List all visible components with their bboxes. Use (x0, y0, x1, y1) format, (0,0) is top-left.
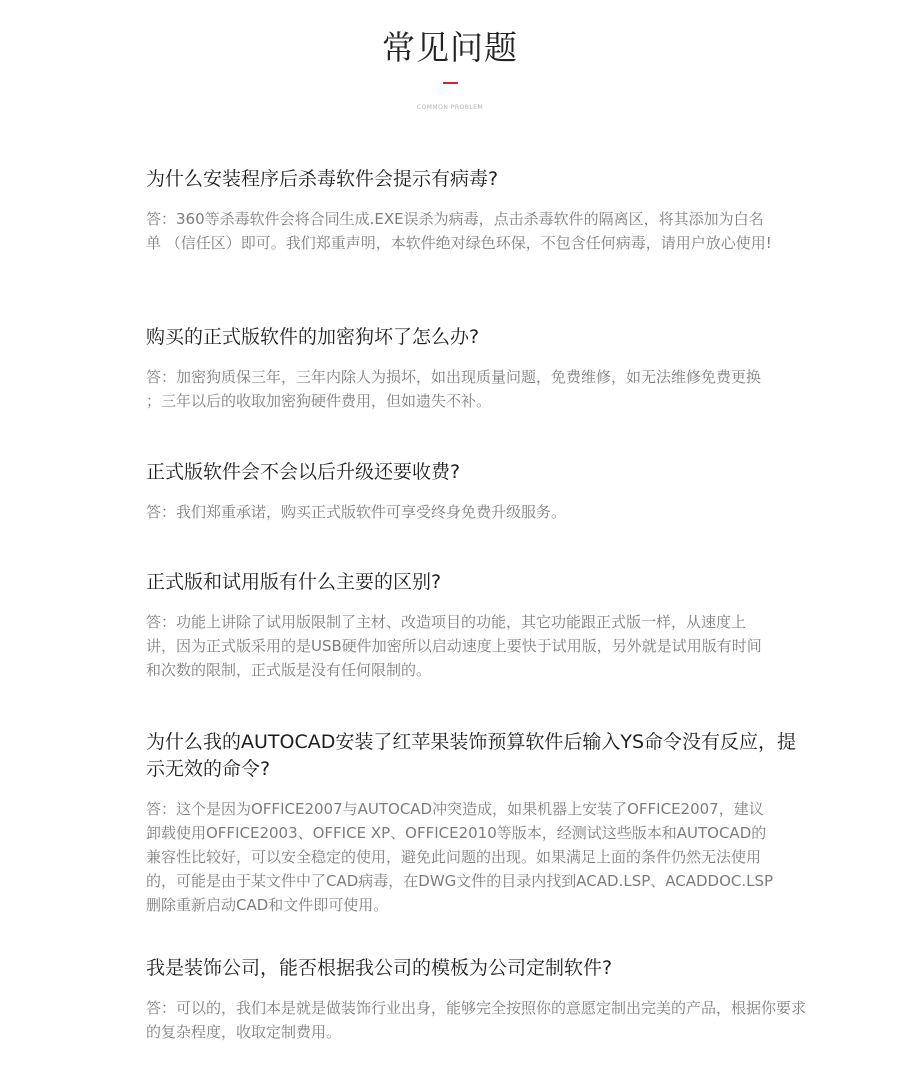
faq-item (146, 324, 806, 413)
faq-question: 正式版软件会不会以后升级还要收费? (146, 461, 461, 483)
page-title: 常见问题 (382, 28, 518, 67)
faq-question: 为什么安装程序后杀毒软件会提示有病毒? (146, 168, 499, 190)
faq-answer: 答：加密狗质保三年，三年内除人为损坏，如出现质量问题，免费维修，如无法维修免费更换 ；三年以后的收取加密狗硬件费用，但如遗失不补。 (146, 368, 762, 410)
faq-question: 购买的正式版软件的加密狗坏了怎么办? (146, 326, 480, 348)
page-subtitle: COMMON PROBLEM (416, 104, 484, 111)
faq-question: 我是装饰公司，能否根据我公司的模板为公司定制软件? (146, 957, 613, 979)
faq-item (146, 729, 806, 917)
faq-answer: 答：可以的，我们本是就是做装饰行业出身，能够完全按照你的意愿定制出完美的产品，根据你要求的复杂程度，收取定制费用。 (146, 999, 807, 1041)
faq-question: 为什么我的AUTOCAD安装了红苹果装饰预算软件后输入YS命令没有反应，提示无效的命令? (146, 731, 797, 780)
faq-answer: 答：我们郑重承诺，购买正式版软件可享受终身免费升级服务。 (146, 503, 567, 521)
faq-item (146, 955, 806, 1044)
faq-answer: 答：这个是因为OFFICE2007与AUTOCAD冲突造成，如果机器上安装了OFFICE2007，建议卸载使用OFFICE2003、OFFICE XP、OFFICE2010等版本，经测试这些版本和AUTOCAD的兼容性比较好，可以安全稳定的使用，避免此问题的出现。如果满足上面的条件仍然无法使用的，可能是由于某文件中了CAD病毒，在DWG文件的目录内找到ACAD.LSP、ACADDOC.LSP删除重新启动CAD和文件即可使用。 (146, 800, 774, 914)
faq-item (146, 569, 806, 682)
faq-item (146, 459, 806, 524)
faq-answer: 答：360等杀毒软件会将合同生成.EXE误杀为病毒，点击杀毒软件的隔离区，将其添加为白名单 （信任区）即可。我们郑重声明，本软件绝对绿色环保，不包含任何病毒，请用户放心使用! (146, 210, 772, 252)
faq-item (146, 166, 806, 255)
faq-question: 正式版和试用版有什么主要的区别? (146, 571, 442, 593)
faq-answer: 答：功能上讲除了试用版限制了主材、改造项目的功能，其它功能跟正式版一样，从速度上 讲，因为正式版采用的是USB硬件加密所以启动速度上要快于试用版，另外就是试用版有时间和次数的限制，正式版是没有任何限制的。 (146, 613, 762, 679)
title-accent-line (443, 82, 458, 84)
